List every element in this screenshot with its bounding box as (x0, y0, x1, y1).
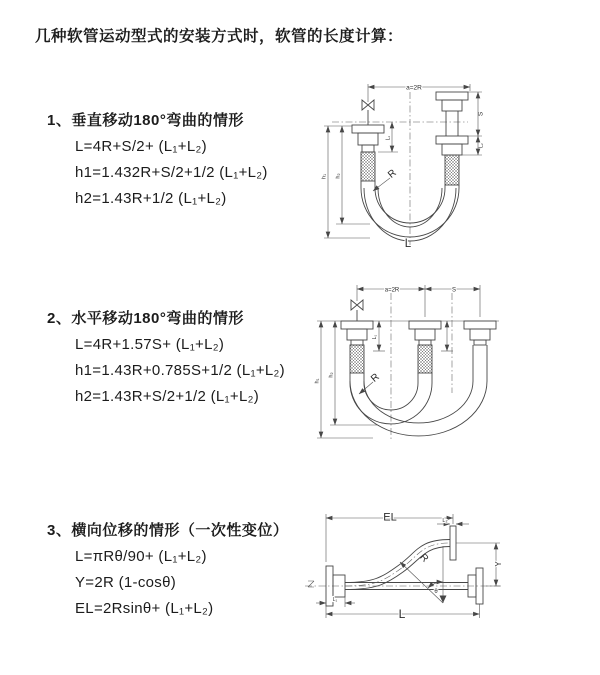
formula-h2: h2=1.43R+S/2+1/2 (L₁+L₂) (75, 388, 260, 405)
upper-flange (450, 526, 456, 560)
dim-label-s: S (477, 111, 485, 117)
angle-label: θ (434, 589, 438, 595)
middle-hose-fitting (409, 321, 441, 383)
section-2 (47, 306, 285, 410)
dim-label-y: Y (494, 561, 503, 567)
right-hose-fitting (464, 321, 496, 381)
radius-leader (359, 372, 382, 394)
dimension-a2r (357, 285, 480, 317)
dimension-y (456, 543, 503, 586)
dim-label-el: EL (383, 511, 397, 524)
radius-label: R (417, 551, 431, 565)
diagram-lateral-displacement (303, 506, 508, 634)
valve-icon (351, 300, 363, 321)
section-1-heading: 1、垂直移动180°弯曲的情形 (47, 112, 244, 129)
section-2-heading: 2、水平移动180°弯曲的情形 (47, 310, 244, 327)
dimension-l (326, 604, 480, 621)
angle-arrowhead (440, 596, 447, 604)
dim-label-l2: L₂ (478, 143, 485, 148)
left-hose-fitting (341, 321, 373, 383)
right-hose-fitting (436, 92, 468, 188)
left-hose-fitting (352, 125, 384, 188)
section-1 (47, 108, 268, 212)
formula-el: EL=2Rsinθ+ (L₁+L₂) (75, 600, 214, 617)
dim-label-l1: L₁ (385, 135, 392, 141)
dim-label-h2: h₂ (335, 173, 342, 179)
dim-label-h2: h₂ (328, 372, 335, 378)
formula-l: L=4R+1.57S+ (L₁+L₂) (75, 336, 225, 353)
dim-label-l1: L₁ (332, 597, 338, 603)
dimension-s (425, 288, 480, 294)
page-title: 几种软管运动型式的安装方式时，软管的长度计算： (35, 28, 404, 45)
diagram-vertical-180-bend (318, 78, 496, 253)
dim-label-h1: h₁ (314, 378, 321, 384)
dim-label-a2r: a=2R (384, 287, 400, 294)
dimension-s (468, 92, 485, 136)
diagram-horizontal-180-bend (313, 281, 508, 453)
dim-label-h1: h₁ (321, 174, 328, 179)
section-3 (47, 518, 288, 622)
dimension-a2r (368, 84, 470, 102)
dim-label-a2r: a=2R (406, 84, 422, 92)
radius-label: R (369, 371, 382, 385)
hose-s-curve (345, 540, 450, 590)
dimension-l1 (316, 597, 355, 607)
hose-u-bend (350, 381, 487, 436)
angle-theta (400, 546, 447, 603)
formula-y: Y=2R (1-cosθ) (75, 574, 177, 591)
radius-label: R (386, 167, 399, 181)
dimension-l1-middle (441, 321, 453, 351)
valve-icon (362, 100, 374, 125)
dimension-l1 (378, 122, 398, 152)
dim-label-l: L (398, 607, 406, 621)
formula-l: L=4R+S/2+ (L₁+L₂) (75, 138, 207, 155)
dimension-el (326, 512, 453, 563)
dimension-h1 (322, 126, 371, 238)
dim-label-s: S (451, 287, 457, 294)
formula-h1: h1=1.432R+S/2+1/2 (L₁+L₂) (75, 164, 268, 181)
dim-label-l1: L₁ (372, 334, 378, 340)
formula-h1: h1=1.43R+0.785S+1/2 (L₁+L₂) (75, 362, 285, 379)
dimension-l1 (372, 321, 385, 351)
dimension-l2 (462, 136, 485, 155)
radius-leader (373, 168, 399, 191)
formula-l: L=πRθ/90+ (L₁+L₂) (75, 548, 207, 565)
formula-h2: h2=1.43R+1/2 (L₁+L₂) (75, 190, 227, 207)
dim-label-l2: L₂ (442, 518, 448, 524)
section-3-heading: 3、横向位移的情形（一次性变位） (47, 522, 289, 539)
length-label: L (404, 238, 412, 250)
